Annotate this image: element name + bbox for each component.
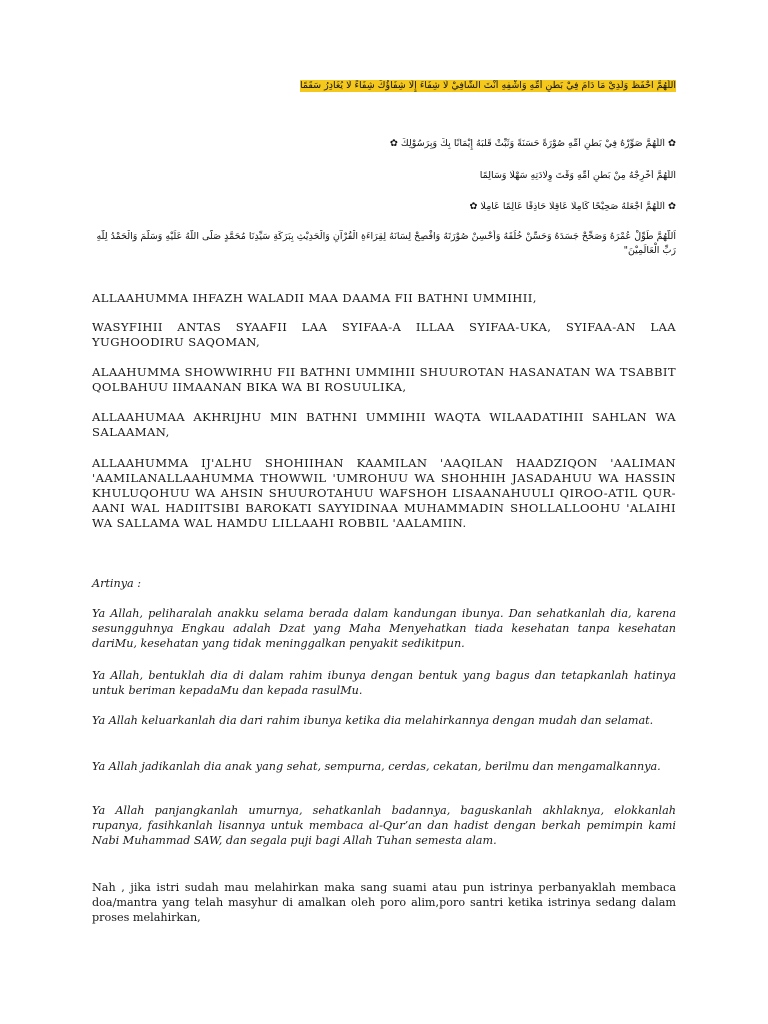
closing-paragraph: Nah , jika istri sudah mau melahirkan maka sang suami atau pun istrinya perbanyaklah membaca doa/mantra yang telah masyhur di amalkan oleh poro alim,poro santri ketika istrinya sedang dalam proses melahirkan, [92, 881, 676, 924]
arabic-line-4: ✿ اَللّٰهُمَّ اجْعَلْهُ صَحِيْحًا كَامِلًا عَاقِلًا حَاذِقًا عَالِمًا عَامِلًا ✿ [469, 201, 676, 212]
artinya-paragraph-1: Ya Allah, peliharalah anakku selama berada dalam kandungan ibunya. Dan sehatkanlah dia, karena sesungguhnya Engkau adalah Dzat yang Maha Menyehatkan tiada kesehatan tanpa kesehatan dariMu, kesehatan yang tidak meninggalkan penyakit sedikitpun. [92, 607, 676, 650]
artinya-label: Artinya : [92, 577, 142, 590]
latin-paragraph-4: ALLAAHUMAA AKHRIJHU MIN BATHNI UMMIHII WAQTA WILAADATIHII SAHLAN WA SALAAMAN, [92, 410, 676, 439]
artinya-paragraph-4: Ya Allah jadikanlah dia anak yang sehat, sempurna, cerdas, cekatan, berilmu dan mengamalkannya. [92, 760, 661, 773]
artinya-paragraph-5: Ya Allah panjangkanlah umurnya, sehatkanlah badannya, baguskanlah akhlaknya, elokkanlah rupanya, fasihkanlah lisannya untuk membaca al-Qur’an dan hadist dengan berkah pemimpin kami Nabi Muhammad SAW, dan segala puji bagi Allah Tuhan semesta alam. [92, 804, 676, 847]
latin-paragraph-1: ALLAAHUMMA IHFAZH WALADII MAA DAAMA FII BATHNI UMMIHII, [92, 291, 537, 305]
artinya-paragraph-2: Ya Allah, bentuklah dia di dalam rahim ibunya dengan bentuk yang bagus dan tetapkanlah hatinya untuk beriman kepadaMu dan kepada rasulMu. [92, 669, 676, 697]
artinya-paragraph-3: Ya Allah keluarkanlah dia dari rahim ibunya ketika dia melahirkannya dengan mudah dan selamat. [92, 714, 654, 727]
latin-paragraph-2: WASYFIHII ANTAS SYAAFII LAA SYIFAA-A ILLAA SYIFAA-UKA, SYIFAA-AN LAA YUGHOODIRU SAQOMAN, [92, 320, 676, 349]
document-page [92, 0, 676, 1024]
arabic-line-3: اَللّٰهُمَّ أَخْرِجْهُ مِنْ بَطْنِ أُمِّهِ وَقْتَ وِلَادَتِهِ سَهْلًا وَسَالِمًا [479, 170, 676, 181]
arabic-highlight: اَللّٰهُمَّ احْفَظْ وَلَدِيْ مَا دَامَ فِيْ بَطْنِ أُمِّهِ وَاشْفِهِ أَنْتَ الشَّافِيْ لَا شِفَاءَ إِلَّا شِفَاؤُكَ شِفَاءً لَا يُغَادِرُ سَقَمًا [299, 80, 676, 91]
arabic-line-1 [92, 80, 676, 92]
latin-paragraph-5: ALLAAHUMMA IJ'ALHU SHOHIIHAN KAAMILAN 'AAQILAN HAADZIQON 'AALIMAN 'AAMILANALLAAHUMMA THOWWIL 'UMROHUU WA SHOHHIH JASADAHUU WA HASSIN KHULUQOHUU WA AHSIN SHUUROTAHUU WAFSHOH LISAANAHUULI QIROO-ATIL QUR-AANI WAL HADIITSIBI BAROKATI SAYYIDINAA MUHAMMADIN SHOLLALLOOHU 'ALAIHI WA SALLAMA WAL HAMDU LILLAAHI ROBBIL 'AALAMIIN. [92, 456, 676, 530]
latin-paragraph-3: ALAAHUMMA SHOWWIRHU FII BATHNI UMMIHII SHUUROTAN HASANATAN WA TSABBIT QOLBAHUU IIMAANAN BIKA WA BI ROSUULIKA, [92, 365, 676, 394]
arabic-line-5: اَللّٰهُمَّ طَوِّلْ عُمْرَهُ وَصَحِّحْ جَسَدَهُ وَحَسِّنْ خُلُقَهُ وَأَحْسِنْ صُوْرَتَهُ وَافْصِحْ لِسَانَهُ لِقِرَاءَةِ الْقُرْآنِ وَالْحَدِيْثِ بِبَرَكَةِ سَيِّدِنَا مُحَمَّدٍ صَلَّى اللّٰهُ عَلَيْهِ وَسَلَّمَ وَالْحَمْدُ لِلّٰهِ رَبِّ الْعَالَمِيْنَ" [96, 231, 676, 256]
arabic-line-2: ✿ اَللّٰهُمَّ صَوِّرْهُ فِيْ بَطْنِ أُمِّهِ صُوْرَةً حَسَنَةً وَثَبِّتْ قَلْبَهُ إِيْمَانًا بِكَ وَبِرَسُوْلِكَ ✿ [389, 138, 676, 149]
